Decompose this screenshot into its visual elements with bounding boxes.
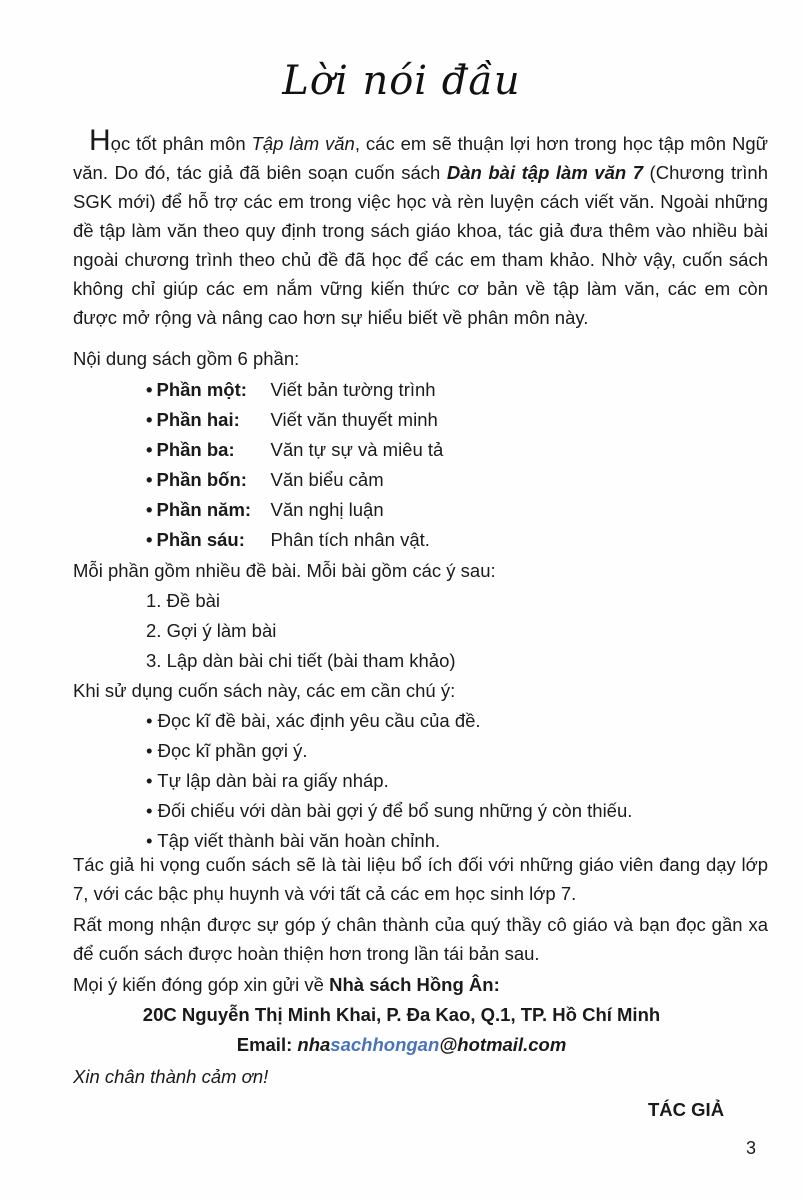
part-label: Phần hai: (156, 409, 240, 430)
bullet-icon: • (146, 439, 153, 460)
part-text: Văn biểu cảm (270, 469, 384, 490)
structure-item: 2. Gợi ý làm bài (146, 620, 277, 641)
part-label: Phần một: (156, 379, 247, 400)
email-part-1: nha (297, 1034, 331, 1055)
part-text: Phân tích nhân vật. (270, 529, 430, 550)
bullet-icon: • (146, 379, 153, 400)
usage-item: • Tự lập dàn bài ra giấy nháp. (146, 770, 389, 791)
part-text: Văn nghị luận (270, 499, 384, 520)
page-title: Lời nói đầu (282, 58, 521, 104)
bullet-icon: • (146, 409, 153, 430)
email-line (0, 1030, 803, 1059)
contact-intro: Mọi ý kiến đóng góp xin gửi về (73, 974, 330, 995)
part-row (146, 375, 436, 404)
part-row (146, 405, 438, 434)
bullet-icon: • (146, 469, 153, 490)
intro-text-1: ọc tốt phân môn (110, 133, 252, 154)
author-signature: TÁC GIẢ (648, 1099, 725, 1120)
part-label: Phần bốn: (156, 469, 247, 490)
bullet-icon: • (146, 529, 153, 550)
part-row (146, 525, 430, 554)
part-label: Phần ba: (156, 439, 235, 460)
usage-item: • Đọc kĩ đề bài, xác định yêu cầu của đề. (146, 710, 481, 731)
part-row (146, 495, 384, 524)
part-text: Viết văn thuyết minh (270, 409, 438, 430)
bullet-icon: • (146, 499, 153, 520)
intro-text-2: , các em sẽ thuận lợi hơn trong học tập môn Ngữ văn. Do đó, tác giả đã biên soạn cuốn sách (73, 133, 769, 183)
feedback-paragraph: Rất mong nhận được sự góp ý chân thành của quý thầy cô giáo và bạn đọc gần xa để cuốn sách được hoàn thiện hơn trong lần tái bản sau. (73, 914, 768, 964)
email-part-2: sachhongan (330, 1034, 440, 1055)
contact-line (73, 970, 500, 999)
email-label: Email: (236, 1034, 298, 1055)
part-text: Văn tự sự và miêu tả (270, 439, 444, 460)
part-label: Phần năm: (156, 499, 252, 520)
publisher-name: Nhà sách Hồng Ân: (329, 974, 500, 995)
page-number: 3 (746, 1138, 757, 1158)
part-label: Phần sáu: (156, 529, 245, 550)
thanks-text: Xin chân thành cảm ơn! (73, 1066, 269, 1087)
contents-intro: Nội dung sách gồm 6 phần: (73, 348, 300, 369)
structure-item: 1. Đề bài (146, 590, 221, 611)
usage-item: • Đọc kĩ phần gợi ý. (146, 740, 308, 761)
part-text: Viết bản tường trình (270, 379, 436, 400)
intro-book-title: Dàn bài tập làm văn 7 (446, 162, 644, 183)
usage-item: • Tập viết thành bài văn hoàn chỉnh. (146, 830, 441, 851)
part-row (146, 465, 384, 494)
intro-drop-cap: H (89, 124, 111, 157)
hope-paragraph: Tác giả hi vọng cuốn sách sẽ là tài liệu bổ ích đối với những giáo viên đang dạy lớp 7, với các bậc phụ huynh và với tất cả các em học sinh lớp 7. (73, 854, 768, 904)
usage-item: • Đối chiếu với dàn bài gợi ý để bổ sung những ý còn thiếu. (146, 800, 633, 821)
intro-paragraph (73, 126, 768, 332)
email-part-3: @hotmail.com (439, 1034, 567, 1055)
structure-item: 3. Lập dàn bài chi tiết (bài tham khảo) (146, 650, 456, 671)
publisher-address: 20C Nguyễn Thị Minh Khai, P. Đa Kao, Q.1, TP. Hồ Chí Minh (142, 1004, 661, 1025)
usage-intro: Khi sử dụng cuốn sách này, các em cần chú ý: (73, 680, 456, 701)
part-row (146, 435, 443, 464)
structure-intro: Mỗi phần gồm nhiều đề bài. Mỗi bài gồm các ý sau: (73, 560, 496, 581)
intro-text-3: (Chương trình SGK mới) để hỗ trợ các em trong việc học và rèn luyện cách viết văn. Ngoài những đề tập làm văn theo quy định trong sách giáo khoa, tác giả đưa thêm vào nhiều bài ngoài chương trình theo chủ đề đã học để các em tham khảo. Nhờ vậy, cuốn sách không chỉ giúp các em nắm vững kiến thức cơ bản về tập làm văn, các em còn được mở rộng và nâng cao hơn sự hiểu biết về phân môn này. (73, 162, 768, 328)
intro-subject-italic: Tập làm văn (251, 133, 355, 154)
